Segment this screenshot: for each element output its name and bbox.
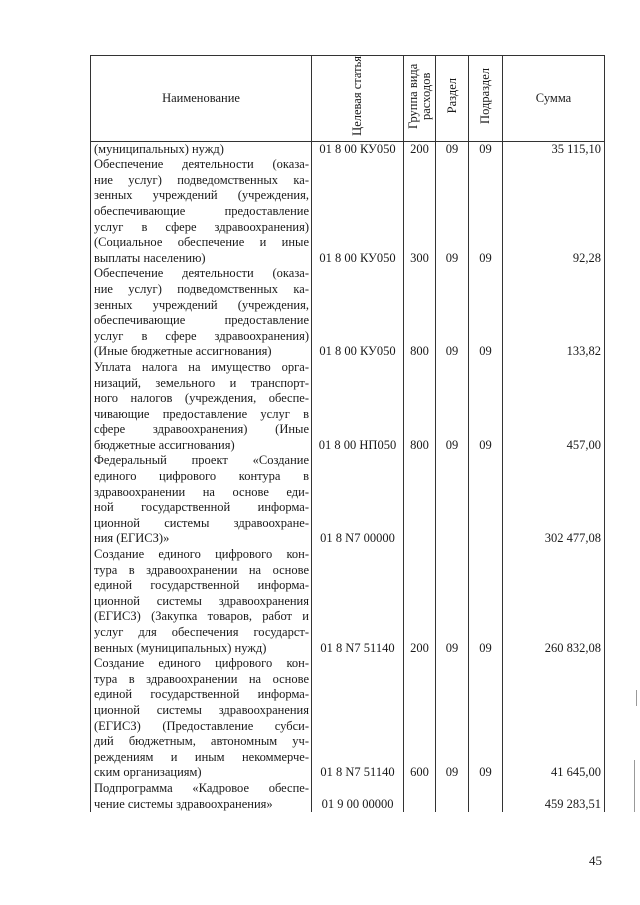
- row-section: 09: [436, 141, 469, 157]
- row-name-line: Подпрограмма «Кадровое обеспе-: [94, 780, 309, 795]
- row-name-line: бюджетные ассигнования): [94, 437, 235, 452]
- row-target-code: 01 8 00 КУ050: [312, 141, 404, 157]
- row-group: 800: [404, 266, 436, 360]
- row-name-line: единого цифрового контура в: [94, 469, 309, 484]
- row-name-line: ние услуг) подведомственных ка-: [94, 172, 309, 187]
- row-name-line: (ЕГИСЗ) (Закупка товаров, работ и: [94, 609, 309, 624]
- row-section: [436, 453, 469, 547]
- row-group: 300: [404, 157, 436, 266]
- row-group: 800: [404, 360, 436, 454]
- row-name: [91, 266, 312, 360]
- header-group: Группа вида расходов: [404, 56, 436, 142]
- row-sum: 133,82: [503, 266, 605, 360]
- row-subsection: [469, 453, 503, 547]
- table-row: [91, 781, 605, 812]
- row-name: [91, 453, 312, 547]
- header-name: Наименование: [91, 56, 312, 142]
- row-section: 09: [436, 360, 469, 454]
- row-sum: 41 645,00: [503, 656, 605, 781]
- row-subsection: 09: [469, 547, 503, 656]
- row-subsection: 09: [469, 656, 503, 781]
- table-row: [91, 266, 605, 360]
- row-name-line: ционной системы здравоохранения: [94, 593, 309, 608]
- row-name-line: Федеральный проект «Создание: [94, 453, 309, 468]
- budget-table: [90, 55, 605, 812]
- row-name-line: здравоохранении на основе еди-: [94, 484, 309, 499]
- row-group: [404, 781, 436, 812]
- row-name-line: Уплата налога на имущество орга-: [94, 359, 309, 374]
- row-name-line: реждениям и иным некоммерче-: [94, 749, 309, 764]
- row-name-line: единой государственной информа-: [94, 687, 309, 702]
- table-row: [91, 157, 605, 266]
- row-name-line: венных (муниципальных) нужд): [94, 640, 267, 655]
- header-section: Раздел: [436, 56, 469, 142]
- row-subsection: 09: [469, 266, 503, 360]
- row-subsection: [469, 781, 503, 812]
- row-name-line: Создание единого цифрового кон-: [94, 547, 309, 562]
- row-target-code: 01 8 00 НП050: [312, 360, 404, 454]
- header-sum: Сумма: [503, 56, 605, 142]
- row-section: 09: [436, 266, 469, 360]
- row-section: 09: [436, 157, 469, 266]
- row-group: 200: [404, 547, 436, 656]
- row-name-line: (Социальное обеспечение и иные: [94, 235, 309, 250]
- table-row: [91, 141, 605, 157]
- row-name-line: ским организациям): [94, 765, 202, 780]
- row-group: 600: [404, 656, 436, 781]
- row-name: [91, 141, 312, 157]
- row-section: 09: [436, 547, 469, 656]
- scan-edge-mark: [636, 690, 637, 706]
- row-name-line: чивающие предоставление услуг в: [94, 406, 309, 421]
- row-sum: 35 115,10: [503, 141, 605, 157]
- page-number: 45: [589, 853, 602, 868]
- row-name-line: ния (ЕГИСЗ)»: [94, 531, 170, 546]
- row-target-code: 01 8 00 КУ050: [312, 266, 404, 360]
- row-name-line: обеспечивающие предоставление: [94, 203, 309, 218]
- row-target-code: 01 8 N7 51140: [312, 547, 404, 656]
- row-subsection: 09: [469, 157, 503, 266]
- table-row: [91, 656, 605, 781]
- row-name-line: обеспечивающие предоставление: [94, 313, 309, 328]
- table-row: [91, 360, 605, 454]
- row-sum: 302 477,08: [503, 453, 605, 547]
- table-body: [91, 141, 605, 812]
- row-name: [91, 781, 312, 812]
- row-sum: 92,28: [503, 157, 605, 266]
- row-group: 200: [404, 141, 436, 157]
- row-name-line: единой государственной информа-: [94, 578, 309, 593]
- table-row: [91, 453, 605, 547]
- row-name-line: услуг в сфере здравоохранения): [94, 219, 309, 234]
- row-name: [91, 656, 312, 781]
- row-name-line: зенных учреждений (учреждения,: [94, 297, 309, 312]
- header-target: Целевая статья: [312, 56, 404, 142]
- row-name-line: низаций, земельного и транспорт-: [94, 375, 309, 390]
- row-sum: 260 832,08: [503, 547, 605, 656]
- row-sum: 459 283,51: [503, 781, 605, 812]
- row-name-line: тура в здравоохранении на основе: [94, 671, 309, 686]
- row-name-line: (Иные бюджетные ассигнования): [94, 344, 272, 359]
- row-name-line: (муниципальных) нужд): [94, 141, 224, 156]
- table-row: [91, 547, 605, 656]
- row-name-line: Обеспечение деятельности (оказа-: [94, 266, 309, 281]
- row-target-code: 01 8 N7 00000: [312, 453, 404, 547]
- row-name-line: сфере здравоохранения) (Иные: [94, 422, 309, 437]
- row-name-line: зенных учреждений (учреждения,: [94, 188, 309, 203]
- row-name-line: ной государственной информа-: [94, 500, 309, 515]
- row-name: [91, 547, 312, 656]
- header-subsection: Подраздел: [469, 56, 503, 142]
- row-name-line: выплаты населению): [94, 250, 206, 265]
- row-target-code: 01 9 00 00000: [312, 781, 404, 812]
- row-name-line: Создание единого цифрового кон-: [94, 656, 309, 671]
- table-header-row: [91, 56, 605, 142]
- row-name-line: Обеспечение деятельности (оказа-: [94, 157, 309, 172]
- row-name-line: ние услуг) подведомственных ка-: [94, 281, 309, 296]
- row-name-line: ного налогов (учреждения, обеспе-: [94, 391, 309, 406]
- row-name-line: дий бюджетным, автономным уч-: [94, 734, 309, 749]
- row-name-line: чение системы здравоохранения»: [94, 796, 273, 811]
- row-name-line: (ЕГИСЗ) (Предоставление субси-: [94, 718, 309, 733]
- row-name-line: тура в здравоохранении на основе: [94, 562, 309, 577]
- row-subsection: 09: [469, 360, 503, 454]
- row-section: [436, 781, 469, 812]
- row-sum: 457,00: [503, 360, 605, 454]
- row-subsection: 09: [469, 141, 503, 157]
- row-name: [91, 157, 312, 266]
- row-name: [91, 360, 312, 454]
- scan-edge-mark: [634, 760, 635, 812]
- row-name-line: услуг для обеспечения государст-: [94, 625, 309, 639]
- row-target-code: 01 8 00 КУ050: [312, 157, 404, 266]
- row-section: 09: [436, 656, 469, 781]
- row-name-line: ционной системы здравоохране-: [94, 515, 309, 530]
- row-name-line: ционной системы здравоохранения: [94, 702, 309, 717]
- row-group: [404, 453, 436, 547]
- row-target-code: 01 8 N7 51140: [312, 656, 404, 781]
- row-name-line: услуг в сфере здравоохранения): [94, 328, 309, 343]
